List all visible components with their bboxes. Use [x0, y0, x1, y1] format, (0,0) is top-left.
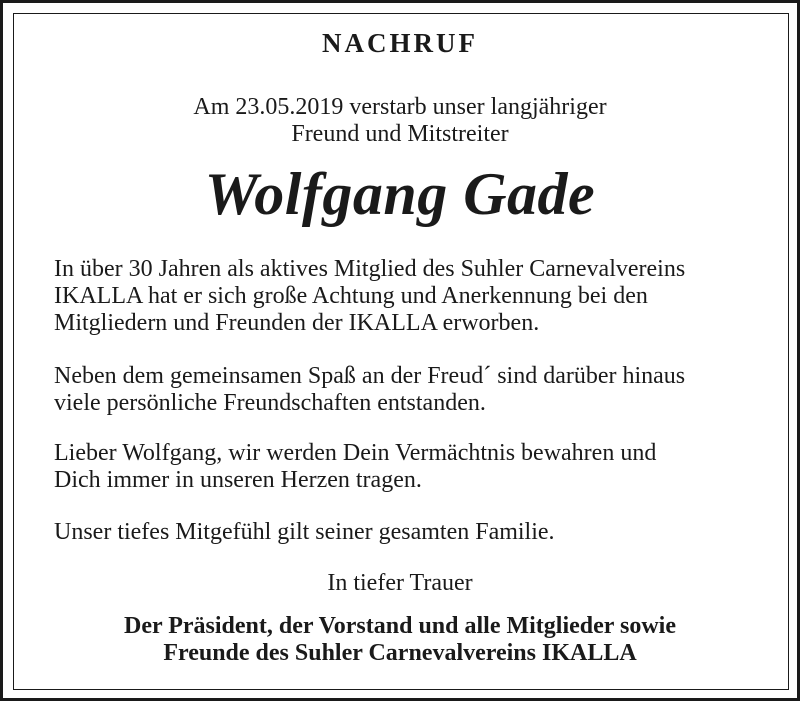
intro-line: Am 23.05.2019 verstarb unser langjähriger [193, 94, 607, 120]
closing-phrase: In tiefer Trauer [327, 570, 473, 596]
paragraph-line: Mitgliedern und Freunden der IKALLA erworben. [54, 310, 540, 336]
paragraph-line: Lieber Wolfgang, wir werden Dein Vermächtnis bewahren und [54, 440, 657, 466]
paragraph-line: Dich immer in unseren Herzen tragen. [54, 467, 422, 493]
intro-line: Freund und Mitstreiter [291, 121, 509, 147]
signature-line: Der Präsident, der Vorstand und alle Mitglieder sowie [124, 613, 676, 639]
paragraph-line: Neben dem gemeinsamen Spaß an der Freud´ sind darüber hinaus [54, 363, 686, 389]
paragraph-farewell [54, 440, 754, 494]
deceased-name: Wolfgang Gade [204, 161, 596, 227]
paragraph-line: viele persönliche Freundschaften entstanden. [54, 390, 486, 416]
notice-heading: NACHRUF [322, 28, 478, 58]
paragraph-line: IKALLA hat er sich große Achtung und Anerkennung bei den [54, 283, 648, 309]
paragraph-line: Unser tiefes Mitgefühl gilt seiner gesamten Familie. [54, 519, 555, 545]
paragraph-membership [54, 256, 754, 337]
signature-line: Freunde des Suhler Carnevalvereins IKALLA [163, 640, 637, 666]
paragraph-condolence [54, 519, 754, 546]
paragraph-line: In über 30 Jahren als aktives Mitglied des Suhler Carnevalvereins [54, 256, 686, 282]
paragraph-friendships [54, 363, 754, 417]
signature-block [0, 613, 800, 667]
intro-text [0, 94, 800, 148]
